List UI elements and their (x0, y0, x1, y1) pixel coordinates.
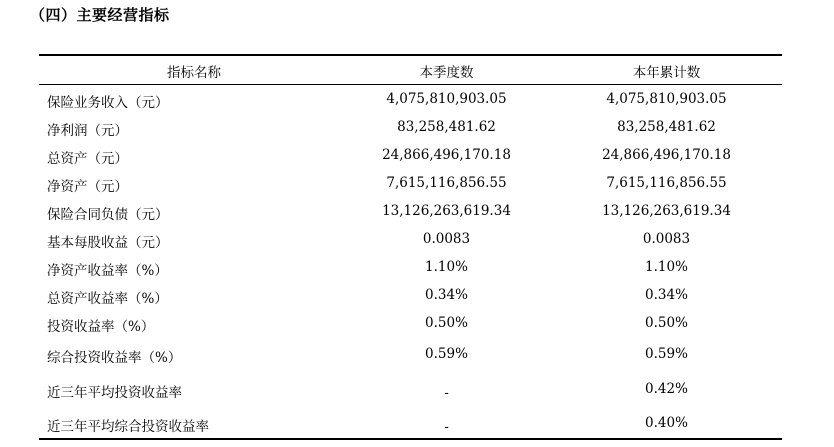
row-ytd-value: 7,615,116,856.55 (606, 175, 727, 191)
row-ytd-value: 0.40% (645, 415, 688, 431)
row-ytd-value: 4,075,810,903.05 (606, 91, 727, 107)
row-quarter-value: 13,126,263,619.34 (382, 203, 511, 219)
row-indicator-name: 净利润（元） (47, 123, 128, 139)
row-ytd-value: 0.50% (645, 315, 688, 331)
row-indicator-name: 基本每股收益（元） (47, 235, 169, 251)
row-indicator-name: 近三年平均综合投资收益率 (47, 419, 209, 435)
header-ytd: 本年累计数 (632, 65, 701, 81)
row-indicator-name: 保险合同负债（元） (47, 207, 169, 223)
header-indicator-name: 指标名称 (167, 65, 221, 81)
row-quarter-value: 0.59% (425, 346, 468, 362)
row-indicator-name: 净资产（元） (47, 179, 128, 195)
row-indicator-name: 保险业务收入（元） (47, 95, 169, 111)
row-ytd-value: 0.0083 (642, 231, 691, 247)
row-ytd-value: 24,866,496,170.18 (602, 147, 731, 163)
row-ytd-value: 1.10% (645, 259, 688, 275)
row-quarter-value: 1.10% (425, 259, 468, 275)
row-quarter-value: - (444, 419, 449, 435)
row-quarter-value: 0.50% (425, 315, 468, 331)
row-quarter-value: 7,615,116,856.55 (386, 175, 507, 191)
table-top-rule (39, 54, 782, 56)
section-title: （四）主要经营指标 (30, 6, 170, 24)
row-quarter-value: 4,075,810,903.05 (386, 91, 507, 107)
row-ytd-value: 0.42% (645, 381, 688, 397)
row-quarter-value: 83,258,481.62 (397, 119, 496, 135)
row-indicator-name: 净资产收益率（%） (47, 263, 168, 279)
row-ytd-value: 83,258,481.62 (617, 119, 716, 135)
row-indicator-name: 近三年平均投资收益率 (47, 385, 182, 401)
table-header-rule (39, 84, 782, 85)
row-indicator-name: 综合投资收益率（%） (47, 350, 182, 366)
row-ytd-value: 13,126,263,619.34 (602, 203, 731, 219)
header-quarter: 本季度数 (419, 65, 474, 81)
row-indicator-name: 投资收益率（%） (47, 319, 155, 335)
row-quarter-value: 0.34% (425, 287, 468, 303)
row-indicator-name: 总资产（元） (47, 151, 128, 167)
row-quarter-value: - (444, 385, 449, 401)
row-indicator-name: 总资产收益率（%） (47, 291, 168, 307)
row-ytd-value: 0.59% (645, 346, 688, 362)
row-quarter-value: 24,866,496,170.18 (382, 147, 511, 163)
row-ytd-value: 0.34% (645, 287, 688, 303)
table-bottom-rule (39, 438, 782, 440)
row-quarter-value: 0.0083 (422, 231, 471, 247)
